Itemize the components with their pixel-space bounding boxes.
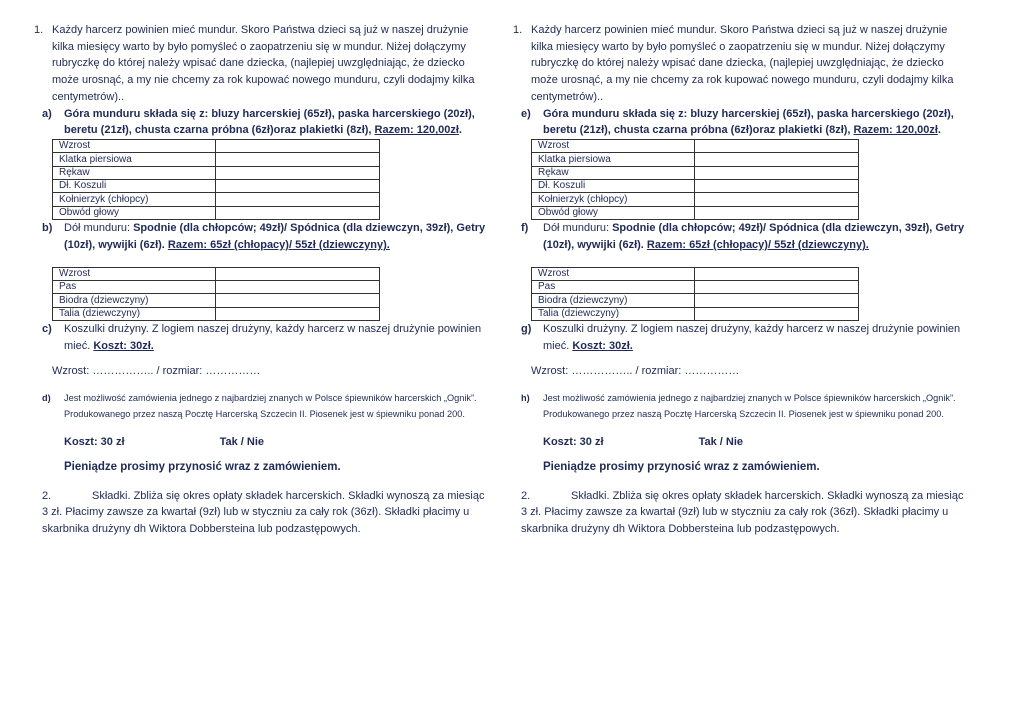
bottom-uniform-intro: Dół munduru: (64, 222, 134, 235)
item-label: h) (521, 393, 530, 404)
item-1-text: Każdy harcerz powinien mieć mundur. Skoro Państwa dzieci są już w naszej drużynie kilka miesięcy warto by było pomyśleć o zaopatrzeniu się w mundur. Niżej dołączymy rubryczkę do której należy wpisać dane dziecka, (najlepiej uwzględniając, że dziecko może urosnąć, a my nie chcemy za rok kupować nowego munduru, czyli dodajmy kilka centymetrów).. (52, 24, 475, 103)
table-row (53, 193, 380, 206)
left-column (30, 22, 490, 538)
size-input-cell[interactable] (695, 166, 859, 179)
table-row (532, 139, 859, 152)
row-label: Klatka piersiowa (532, 153, 695, 166)
size-input-cell[interactable] (216, 206, 380, 219)
top-uniform-total: Razem: 120,00zł (853, 124, 938, 137)
table-row (532, 281, 859, 294)
top-size-table (531, 139, 859, 220)
top-uniform-end: . (937, 124, 941, 137)
item-shirt (509, 321, 969, 354)
size-input-cell[interactable] (216, 307, 380, 320)
table-row (532, 206, 859, 219)
item-label: c) (42, 323, 52, 336)
bottom-uniform-intro: Dół munduru: (543, 222, 613, 235)
right-column (509, 22, 969, 538)
table-row (53, 307, 380, 320)
item-label: b) (42, 222, 53, 235)
size-input-cell[interactable] (216, 180, 380, 193)
size-input-cell[interactable] (695, 267, 859, 280)
row-label: Obwód głowy (532, 206, 695, 219)
shirt-cost: Koszt: 30zł. (93, 339, 154, 352)
item-label: g) (521, 323, 532, 336)
songbook-text: Jest możliwość zamówienia jednego z najbardziej znanych w Polsce śpiewników harcerskich „Ognik”. Produkowanego przez naszą Pocztę Harcerską Szczecin II. Piosenek jest w śpiewniku ponad 200. (64, 393, 477, 419)
row-label: Obwód głowy (53, 206, 216, 219)
item-1-number: 1. (513, 24, 523, 36)
item-2-number: 2. (521, 489, 531, 502)
item-1-number: 1. (34, 24, 44, 36)
top-uniform-end: . (458, 124, 462, 137)
top-uniform-text: Góra munduru składa się z: bluzy harcerskiej (65zł), paska harcerskiego (20zł), beretu (21zł), chusta czarna próbna (6zł)oraz plakietki (8zł), (64, 107, 475, 137)
top-uniform-text: Góra munduru składa się z: bluzy harcerskiej (65zł), paska harcerskiego (20zł), beretu (21zł), chusta czarna próbna (6zł)oraz plakietki (8zł), (543, 107, 954, 137)
bottom-uniform-text: Spodnie (dla chłopców; 49zł)/ Spódnica (dla dziewczyn, 39zł), Getry (10zł), wywijki (6zł). (64, 222, 486, 251)
item-2-text: Składki. Zbliża się okres opłaty składek harcerskich. Składki wynoszą za miesiąc 3 zł. Płacimy zawsze za kwartał (9zł) lub w styczniu za cały rok (36zł). Składki płacimy u skarbnika drużyny dh Wiktora Dobbersteina lub podzastępowych. (42, 489, 485, 536)
row-label: Dł. Koszuli (53, 180, 216, 193)
item-1 (30, 22, 490, 106)
shirt-text: Koszulki drużyny. Z logiem naszej drużyny, każdy harcerz w naszej drużynie powinien mieć. (543, 323, 961, 352)
size-input-cell[interactable] (695, 193, 859, 206)
item-label: d) (42, 393, 51, 404)
table-row (532, 294, 859, 307)
row-label: Talia (dziewczyny) (53, 307, 216, 320)
row-label: Wzrost (53, 267, 216, 280)
table-row (532, 307, 859, 320)
row-label: Kołnierzyk (chłopcy) (532, 193, 695, 206)
size-input-cell[interactable] (695, 281, 859, 294)
size-input-cell[interactable] (216, 267, 380, 280)
table-row (53, 166, 380, 179)
bottom-size-table (52, 267, 380, 322)
bottom-size-table (531, 267, 859, 322)
item-1 (509, 22, 969, 106)
shirt-cost: Koszt: 30zł. (572, 339, 633, 352)
size-input-cell[interactable] (695, 294, 859, 307)
item-shirt (30, 321, 490, 354)
row-label: Rękaw (53, 166, 216, 179)
row-label: Biodra (dziewczyny) (532, 294, 695, 307)
songbook-cost-line (509, 434, 969, 451)
table-row (53, 267, 380, 280)
row-label: Pas (532, 281, 695, 294)
row-label: Wzrost (53, 139, 216, 152)
size-input-cell[interactable] (695, 180, 859, 193)
item-top-uniform (509, 106, 969, 139)
size-input-cell[interactable] (695, 206, 859, 219)
item-2 (30, 488, 490, 538)
item-2 (509, 488, 969, 538)
yes-no-choice[interactable]: Tak / Nie (219, 436, 265, 449)
shirt-text: Koszulki drużyny. Z logiem naszej drużyny, każdy harcerz w naszej drużynie powinien mieć. (64, 323, 482, 352)
top-size-table (52, 139, 380, 220)
table-row (53, 139, 380, 152)
item-label: e) (521, 107, 531, 120)
item-2-number: 2. (42, 489, 52, 502)
money-note: Pieniądze prosimy przynosić wraz z zamówieniem. (543, 461, 820, 474)
money-note: Pieniądze prosimy przynosić wraz z zamówieniem. (64, 461, 341, 474)
row-label: Pas (53, 281, 216, 294)
row-label: Rękaw (532, 166, 695, 179)
row-label: Talia (dziewczyny) (532, 307, 695, 320)
table-row (53, 153, 380, 166)
bottom-uniform-total: Razem: 65zł (chłopacy)/ 55zł (dziewczyny). (646, 238, 869, 251)
row-label: Kołnierzyk (chłopcy) (53, 193, 216, 206)
shirt-size-line[interactable]: Wzrost: …………….. / rozmiar: …………… (52, 364, 261, 377)
item-top-uniform (30, 106, 490, 139)
table-row (532, 166, 859, 179)
table-row (532, 180, 859, 193)
row-label: Wzrost (532, 267, 695, 280)
table-row (53, 180, 380, 193)
bottom-uniform-total: Razem: 65zł (chłopacy)/ 55zł (dziewczyny). (167, 238, 390, 251)
row-label: Klatka piersiowa (53, 153, 216, 166)
songbook-cost: Koszt: 30 zł (543, 436, 604, 449)
songbook-cost: Koszt: 30 zł (64, 436, 125, 449)
shirt-size-line[interactable]: Wzrost: …………….. / rozmiar: …………… (531, 364, 740, 377)
size-input-cell[interactable] (216, 139, 380, 152)
table-row (532, 193, 859, 206)
table-row (532, 267, 859, 280)
item-songbook (509, 391, 969, 422)
size-input-cell[interactable] (216, 281, 380, 294)
table-row (532, 153, 859, 166)
size-input-cell[interactable] (695, 139, 859, 152)
row-label: Biodra (dziewczyny) (53, 294, 216, 307)
row-label: Wzrost (532, 139, 695, 152)
size-input-cell[interactable] (216, 166, 380, 179)
size-input-cell[interactable] (216, 193, 380, 206)
item-bottom-uniform (30, 220, 490, 253)
item-songbook (30, 391, 490, 422)
item-2-text: Składki. Zbliża się okres opłaty składek harcerskich. Składki wynoszą za miesiąc 3 zł. Płacimy zawsze za kwartał (9zł) lub w styczniu za cały rok (36zł). Składki płacimy u skarbnika drużyny dh Wiktora Dobbersteina lub podzastępowych. (521, 489, 964, 536)
yes-no-choice[interactable]: Tak / Nie (698, 436, 744, 449)
size-input-cell[interactable] (695, 307, 859, 320)
table-row (53, 206, 380, 219)
item-label: f) (521, 222, 529, 235)
size-input-cell[interactable] (695, 153, 859, 166)
item-1-text: Każdy harcerz powinien mieć mundur. Skoro Państwa dzieci są już w naszej drużynie kilka miesięcy warto by było pomyśleć o zaopatrzeniu się w mundur. Niżej dołączymy rubryczkę do której należy wpisać dane dziecka, (najlepiej uwzględniając, że dziecko może urosnąć, a my nie chcemy za rok kupować nowego munduru, czyli dodajmy kilka centymetrów).. (531, 24, 954, 103)
top-uniform-total: Razem: 120,00zł (374, 124, 459, 137)
table-row (53, 281, 380, 294)
row-label: Dł. Koszuli (532, 180, 695, 193)
item-label: a) (42, 107, 52, 120)
item-bottom-uniform (509, 220, 969, 253)
songbook-cost-line (30, 434, 490, 451)
songbook-text: Jest możliwość zamówienia jednego z najbardziej znanych w Polsce śpiewników harcerskich „Ognik”. Produkowanego przez naszą Pocztę Harcerską Szczecin II. Piosenek jest w śpiewniku ponad 200. (543, 393, 956, 419)
size-input-cell[interactable] (216, 294, 380, 307)
size-input-cell[interactable] (216, 153, 380, 166)
bottom-uniform-text: Spodnie (dla chłopców; 49zł)/ Spódnica (dla dziewczyn, 39zł), Getry (10zł), wywijki (6zł). (543, 222, 965, 251)
table-row (53, 294, 380, 307)
